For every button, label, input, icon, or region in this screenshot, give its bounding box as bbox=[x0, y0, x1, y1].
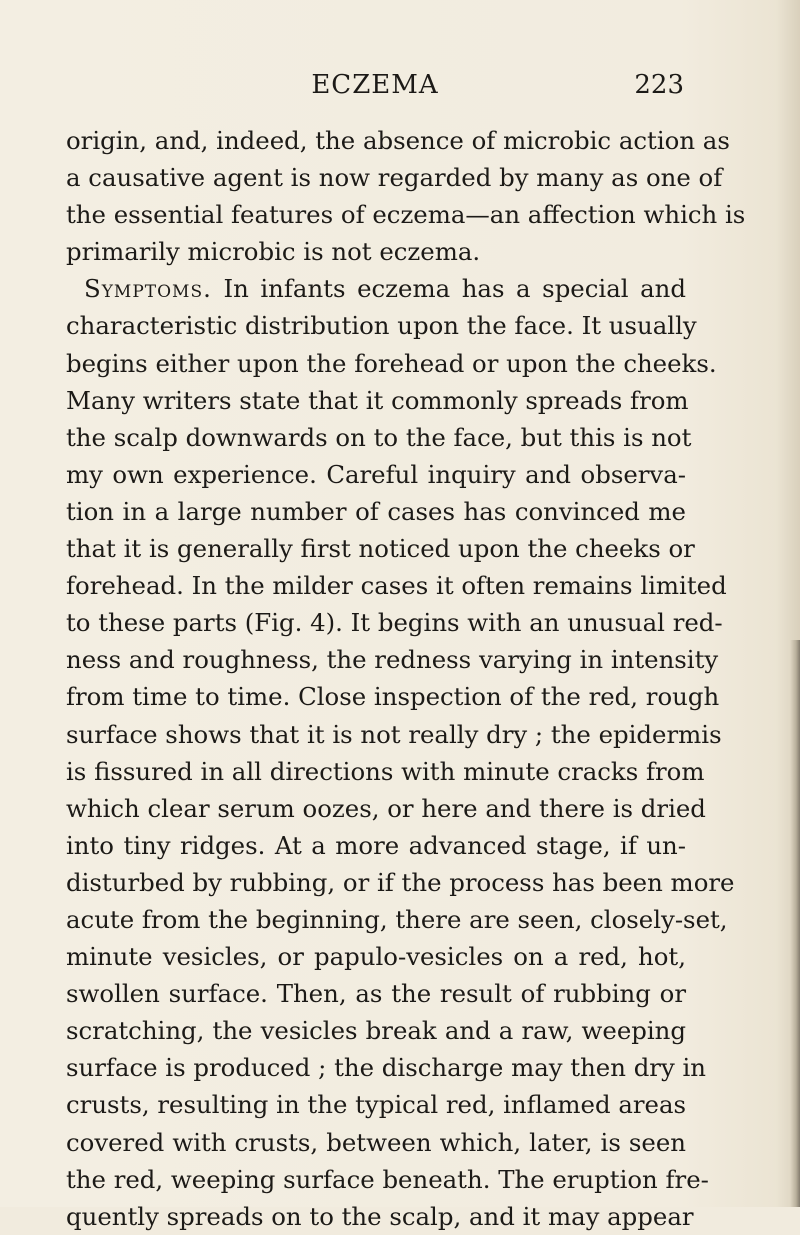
text-line: tion in a large number of cases has convinced me bbox=[66, 496, 686, 526]
text-line: origin, and, indeed, the absence of microbic action as bbox=[66, 126, 730, 155]
text-line: which clear serum oozes, or here and there is dried bbox=[66, 793, 706, 823]
text-line: characteristic distribution upon the face. It usually bbox=[66, 311, 697, 341]
text-line: a causative agent is now regarded by many as one of bbox=[66, 163, 723, 193]
text-line-symptoms bbox=[66, 270, 686, 307]
text-line: my own experience. Careful inquiry and observa- bbox=[66, 459, 686, 489]
page-number: 223 bbox=[634, 70, 684, 100]
text-line: acute from the beginning, there are seen, closely-set, bbox=[66, 904, 728, 934]
text-line: crusts, resulting in the typical red, inflamed areas bbox=[66, 1090, 687, 1120]
text-line: covered with crusts, between which, later, is seen bbox=[66, 1127, 686, 1157]
text-line: forehead. In the milder cases it often remains limited bbox=[66, 571, 727, 601]
symptoms-line-rest: In infants eczema has a special and bbox=[211, 274, 686, 304]
text-line: to these parts (Fig. 4). It begins with an unusual red- bbox=[66, 608, 723, 638]
text-line: the essential features of eczema—an affection which is bbox=[66, 200, 746, 230]
text-line: quently spreads on to the scalp, and it may appear bbox=[66, 1201, 694, 1231]
text-line: ness and roughness, the redness varying in intensity bbox=[66, 645, 719, 675]
text-line: begins either upon the forehead or upon the cheeks. bbox=[66, 348, 717, 378]
text-line: the scalp downwards on to the face, but this is not bbox=[66, 422, 692, 452]
text-line: surface is produced ; the discharge may then dry in bbox=[66, 1053, 707, 1083]
page-edge-shadow bbox=[790, 640, 800, 1207]
text-line: minute vesicles, or papulo-vesicles on a red, hot, bbox=[66, 942, 686, 972]
running-head bbox=[66, 66, 684, 106]
running-title: ECZEMA bbox=[311, 70, 439, 100]
text-line: the red, weeping surface beneath. The eruption fre- bbox=[66, 1164, 709, 1194]
text-line: from time to time. Close inspection of the red, rough bbox=[66, 682, 720, 712]
text-line: primarily microbic is not eczema. bbox=[66, 237, 481, 267]
text-line: that it is generally first noticed upon the cheeks or bbox=[66, 534, 695, 564]
body-text bbox=[66, 122, 746, 1235]
text-line: scratching, the vesicles break and a raw, weeping bbox=[66, 1016, 686, 1046]
text-line: swollen surface. Then, as the result of rubbing or bbox=[66, 979, 686, 1009]
section-heading-symptoms: Symptoms. bbox=[84, 274, 212, 304]
text-line: is fissured in all directions with minute cracks from bbox=[66, 756, 705, 786]
text-line: Many writers state that it commonly spreads from bbox=[66, 385, 689, 415]
text-line: disturbed by rubbing, or if the process has been more bbox=[66, 867, 735, 897]
text-line: into tiny ridges. At a more advanced stage, if un- bbox=[66, 830, 686, 860]
text-line: surface shows that it is not really dry ; the epidermis bbox=[66, 719, 722, 749]
